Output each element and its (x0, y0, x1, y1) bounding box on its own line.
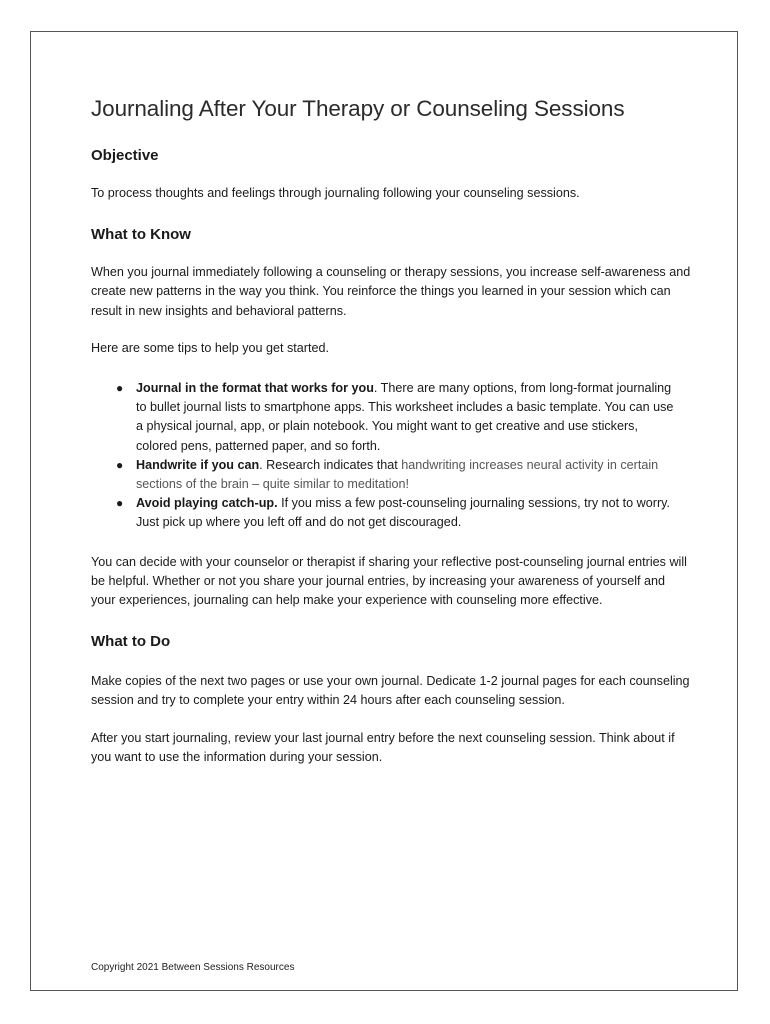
document-page (30, 31, 738, 991)
list-item (91, 494, 678, 532)
list-item (91, 456, 678, 494)
bullet-icon: ● (116, 496, 124, 511)
what-to-do-heading: What to Do (91, 633, 171, 651)
document-title: Journaling After Your Therapy or Counseling Sessions (91, 96, 625, 121)
objective-heading: Objective (91, 147, 159, 164)
tip-text-quoted: handwriting increases neural activity in certain sections of the brain – quite similar to meditation! (136, 457, 659, 492)
what-to-know-heading: What to Know (91, 226, 191, 244)
tip-bold-label: Avoid playing catch-up. (136, 496, 278, 511)
what-to-know-paragraph-1: When you journal immediately following a counseling or therapy sessions, you increase self-awareness and create new patterns in the way you think. You reinforce the things you learned in your session which can result in new insights and behavioral patterns. (91, 265, 691, 318)
page-content (91, 94, 691, 767)
objective-text: To process thoughts and feelings through journaling following your counseling sessions. (91, 186, 580, 200)
what-to-do-paragraph-1: Make copies of the next two pages or use your own journal. Dedicate 1-2 journal pages for each counseling session and try to complete your entry within 24 hours after each counseling session. (91, 674, 690, 708)
tips-list (91, 379, 691, 533)
tip-bold-label: Journal in the format that works for you (136, 381, 374, 396)
tip-text: . Research indicates that (259, 457, 402, 472)
tip-text: . There are many options, from long-format journaling to bullet journal lists to smartphone apps. This worksheet includes a basic template. You can use a physical journal, app, or plain notebook. You might want to get creative and use stickers, colored pens, patterned paper, and so forth. (136, 381, 674, 453)
what-to-know-paragraph-3: You can decide with your counselor or therapist if sharing your reflective post-counseling journal entries will be helpful. Whether or not you share your journal entries, by increasing your awareness of yourself and your experiences, journaling can help make your experience with counseling more effective. (91, 554, 687, 608)
tip-bold-label: Handwrite if you can (136, 457, 260, 472)
bullet-icon: ● (116, 457, 124, 472)
copyright-footer: Copyright 2021 Between Sessions Resources (91, 962, 295, 973)
tip-text: If you miss a few post-counseling journaling sessions, try not to worry. Just pick up where you left off and do not get discouraged. (136, 496, 671, 530)
what-to-know-paragraph-2: Here are some tips to help you get started. (91, 340, 330, 355)
list-item (91, 379, 678, 456)
bullet-icon: ● (116, 381, 124, 396)
what-to-do-paragraph-2: After you start journaling, review your last journal entry before the next counseling session. Think about if you want to use the information during your session. (91, 730, 675, 764)
